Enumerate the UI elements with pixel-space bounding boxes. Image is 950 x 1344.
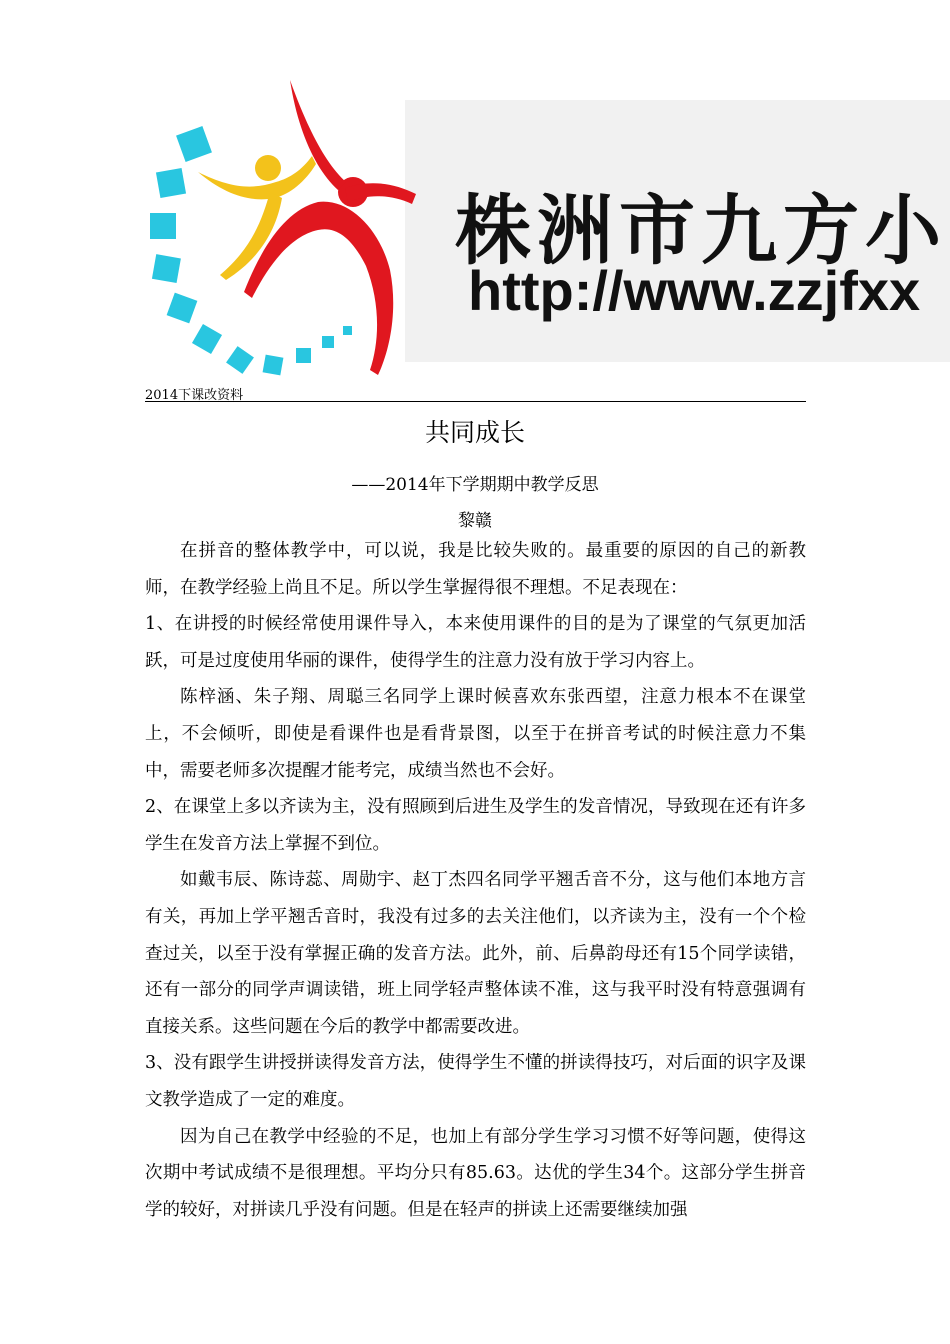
paragraph: 陈梓涵、朱子翔、周聪三名同学上课时候喜欢东张西望，注意力根本不在课堂上，不会倾听，即使是看课件也是看背景图，以至于在拼音考试的时候注意力不集中，需要老师多次提醒才能考完，成绩当然也不会好。 <box>145 687 806 781</box>
document-title: 共同成长 <box>424 418 525 447</box>
paragraph: 3、没有跟学生讲授拼读得发音方法，使得学生不懂的拼读得技巧，对后面的识字及课文教学造成了一定的难度。 <box>145 1053 806 1110</box>
school-name: 株洲市九方小 <box>455 186 947 275</box>
paragraph: 1、在讲授的时候经常使用课件导入，本来使用课件的目的是为了课堂的气氛更加活跃，可是过度使用华丽的课件，使得学生的注意力没有放于学习内容上。 <box>145 614 806 671</box>
school-url: http://www.zzjfxx <box>468 259 921 322</box>
paragraph: 2、在课堂上多以齐读为主，没有照顾到后进生及学生的发音情况，导致现在还有许多学生在发音方法上掌握不到位。 <box>145 797 806 854</box>
document-body <box>145 533 806 1228</box>
paragraph: 因为自己在教学中经验的不足，也加上有部分学生学习习惯不好等问题，使得这次期中考试成绩不是很理想。平均分只有85.63。达优的学生34个。这部分学生拼音学的较好，对拼读几乎没有问题。但是在轻声的拼读上还需要继续加强 <box>145 1126 806 1220</box>
paragraph: 如戴韦辰、陈诗蕊、周勋宇、赵丁杰四名同学平翘舌音不分，这与他们本地方言有关，再加上学平翘舌音时，我没有过多的去关注他们，以齐读为主，没有一个个检查过关，以至于没有掌握正确的发音方法。此外，前、后鼻韵母还有15个同学读错，还有一部分的同学声调读错，班上同学轻声整体读不准，这与我平时没有特意强调有直接关系。这些问题在今后的教学中都需要改进。 <box>145 870 806 1037</box>
school-banner <box>0 0 950 380</box>
paragraph: 在拼音的整体教学中，可以说，我是比较失败的。最重要的原因的自己的新教师，在教学经验上尚且不足。所以学生掌握得很不理想。不足表现在： <box>145 541 806 598</box>
document-author: 黎赣 <box>458 511 492 531</box>
document-subtitle: ——2014年下学期期中教学反思 <box>351 475 599 495</box>
school-logo <box>140 70 430 380</box>
header-label: 2014下课改资料 <box>145 388 244 403</box>
header-rule <box>145 401 806 402</box>
